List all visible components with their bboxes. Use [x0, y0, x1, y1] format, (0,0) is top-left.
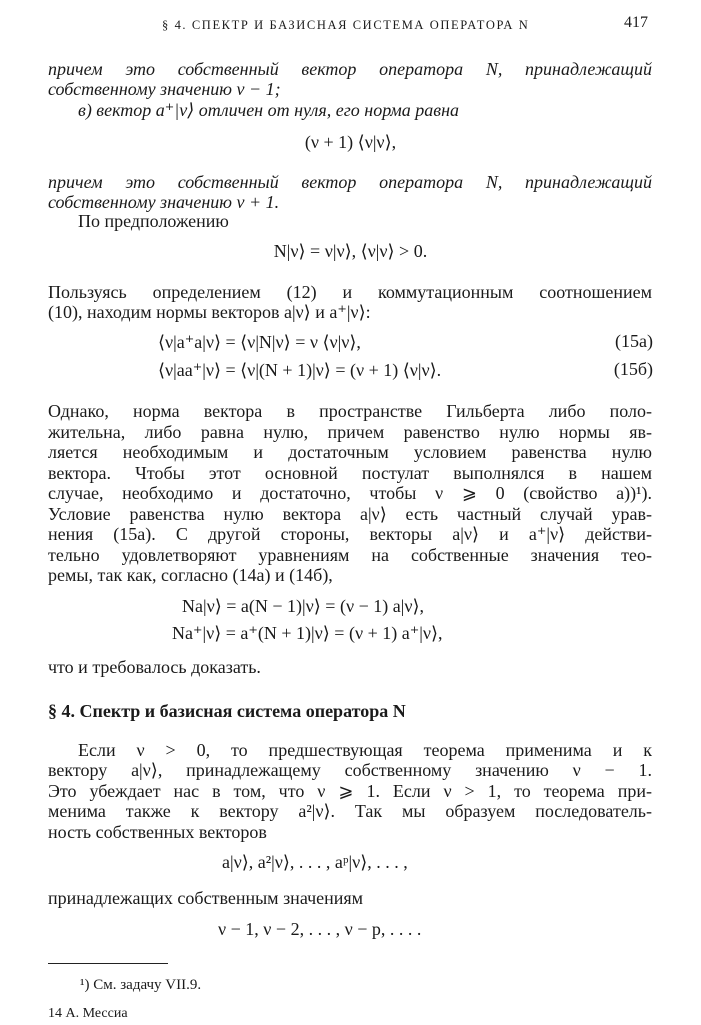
paragraph-line: менима также к вектору a²|ν⟩. Так мы образуем последователь- [48, 801, 652, 821]
paragraph-line: Это убеждает нас в том, что ν ⩾ 1. Если ν > 1, то теорема при- [48, 781, 652, 801]
paragraph-line: ляется необходимым и достаточным условием равенства нулю [48, 442, 652, 462]
paragraph-line: вектору a|ν⟩, принадлежащему собственному значению ν − 1. [48, 760, 652, 780]
page-number: 417 [624, 14, 648, 31]
text-line: По предположению [78, 211, 229, 231]
text-line: (10), находим нормы векторов a|ν⟩ и a⁺|ν⟩: [48, 302, 371, 322]
paragraph-line: ность собственных векторов [48, 822, 267, 842]
conclusion-text: что и требовалось доказать. [48, 657, 261, 677]
text-line: причем это собственный вектор оператора N, принадлежащий [48, 59, 652, 79]
equation-number: (15а) [615, 331, 653, 351]
paragraph-line: случае, необходимо и достаточно, чтобы ν ⩾ 0 (свойство а))¹). [48, 483, 652, 503]
eigenvalue-sequence: ν − 1, ν − 2, . . . , ν − p, . . . . [218, 919, 422, 939]
paragraph-line: Если ν > 0, то предшествующая теорема применима и к [78, 740, 652, 760]
paragraph-line: нения (15а). С другой стороны, векторы a|ν⟩ и a⁺|ν⟩ действи- [48, 524, 652, 544]
section-heading: § 4. Спектр и базисная система оператора N [48, 701, 406, 721]
signature-mark: 14 А. Мессиа [48, 1006, 128, 1021]
text-line: Пользуясь определением (12) и коммутационным соотношением [48, 282, 652, 302]
text-line: принадлежащих собственным значениям [48, 888, 364, 908]
assumption-formula: N|ν⟩ = ν|ν⟩, ⟨ν|ν⟩ > 0. [273, 241, 428, 261]
footnote: ¹) См. задачу VII.9. [80, 977, 202, 993]
vector-sequence: a|ν⟩, a²|ν⟩, . . . , aᵖ|ν⟩, . . . , [222, 852, 408, 872]
text-line: собственному значению ν − 1; [48, 79, 281, 99]
paragraph-line: жительна, либо равна нулю, причем равенство нулю нормы яв- [48, 422, 652, 442]
eigen-equation: Na|ν⟩ = a(N − 1)|ν⟩ = (ν − 1) a|ν⟩, [182, 596, 424, 616]
footnote-rule [48, 963, 168, 964]
equation-15b: ⟨ν|aa⁺|ν⟩ = ⟨ν|(N + 1)|ν⟩ = (ν + 1) ⟨ν|ν⟩. [158, 360, 442, 380]
running-title: § 4. СПЕКТР И БАЗИСНАЯ СИСТЕМА ОПЕРАТОРА N [162, 18, 530, 32]
list-item-v: в) вектор a⁺|ν⟩ отличен от нуля, его норма равна [78, 100, 460, 120]
paragraph-line: тельно удовлетворяют уравнениям на собственные значения тео- [48, 545, 652, 565]
paragraph-line: вектора. Чтобы этот основной постулат выполнялся в нашем [48, 463, 652, 483]
paragraph-line: Условие равенства нулю вектора a|ν⟩ есть частный случай урав- [48, 504, 652, 524]
equation-number: (15б) [613, 359, 653, 379]
eigen-equation: Na⁺|ν⟩ = a⁺(N + 1)|ν⟩ = (ν + 1) a⁺|ν⟩, [172, 623, 443, 643]
paragraph-line: Однако, норма вектора в пространстве Гильберта либо поло- [48, 401, 652, 421]
norm-formula: (ν + 1) ⟨ν|ν⟩, [304, 132, 397, 152]
paragraph-line: ремы, так как, согласно (14а) и (14б), [48, 565, 333, 585]
text-line: собственному значению ν + 1. [48, 192, 280, 212]
text-line: причем это собственный вектор оператора N, принадлежащий [48, 172, 652, 192]
equation-15a: ⟨ν|a⁺a|ν⟩ = ⟨ν|N|ν⟩ = ν ⟨ν|ν⟩, [158, 332, 361, 352]
